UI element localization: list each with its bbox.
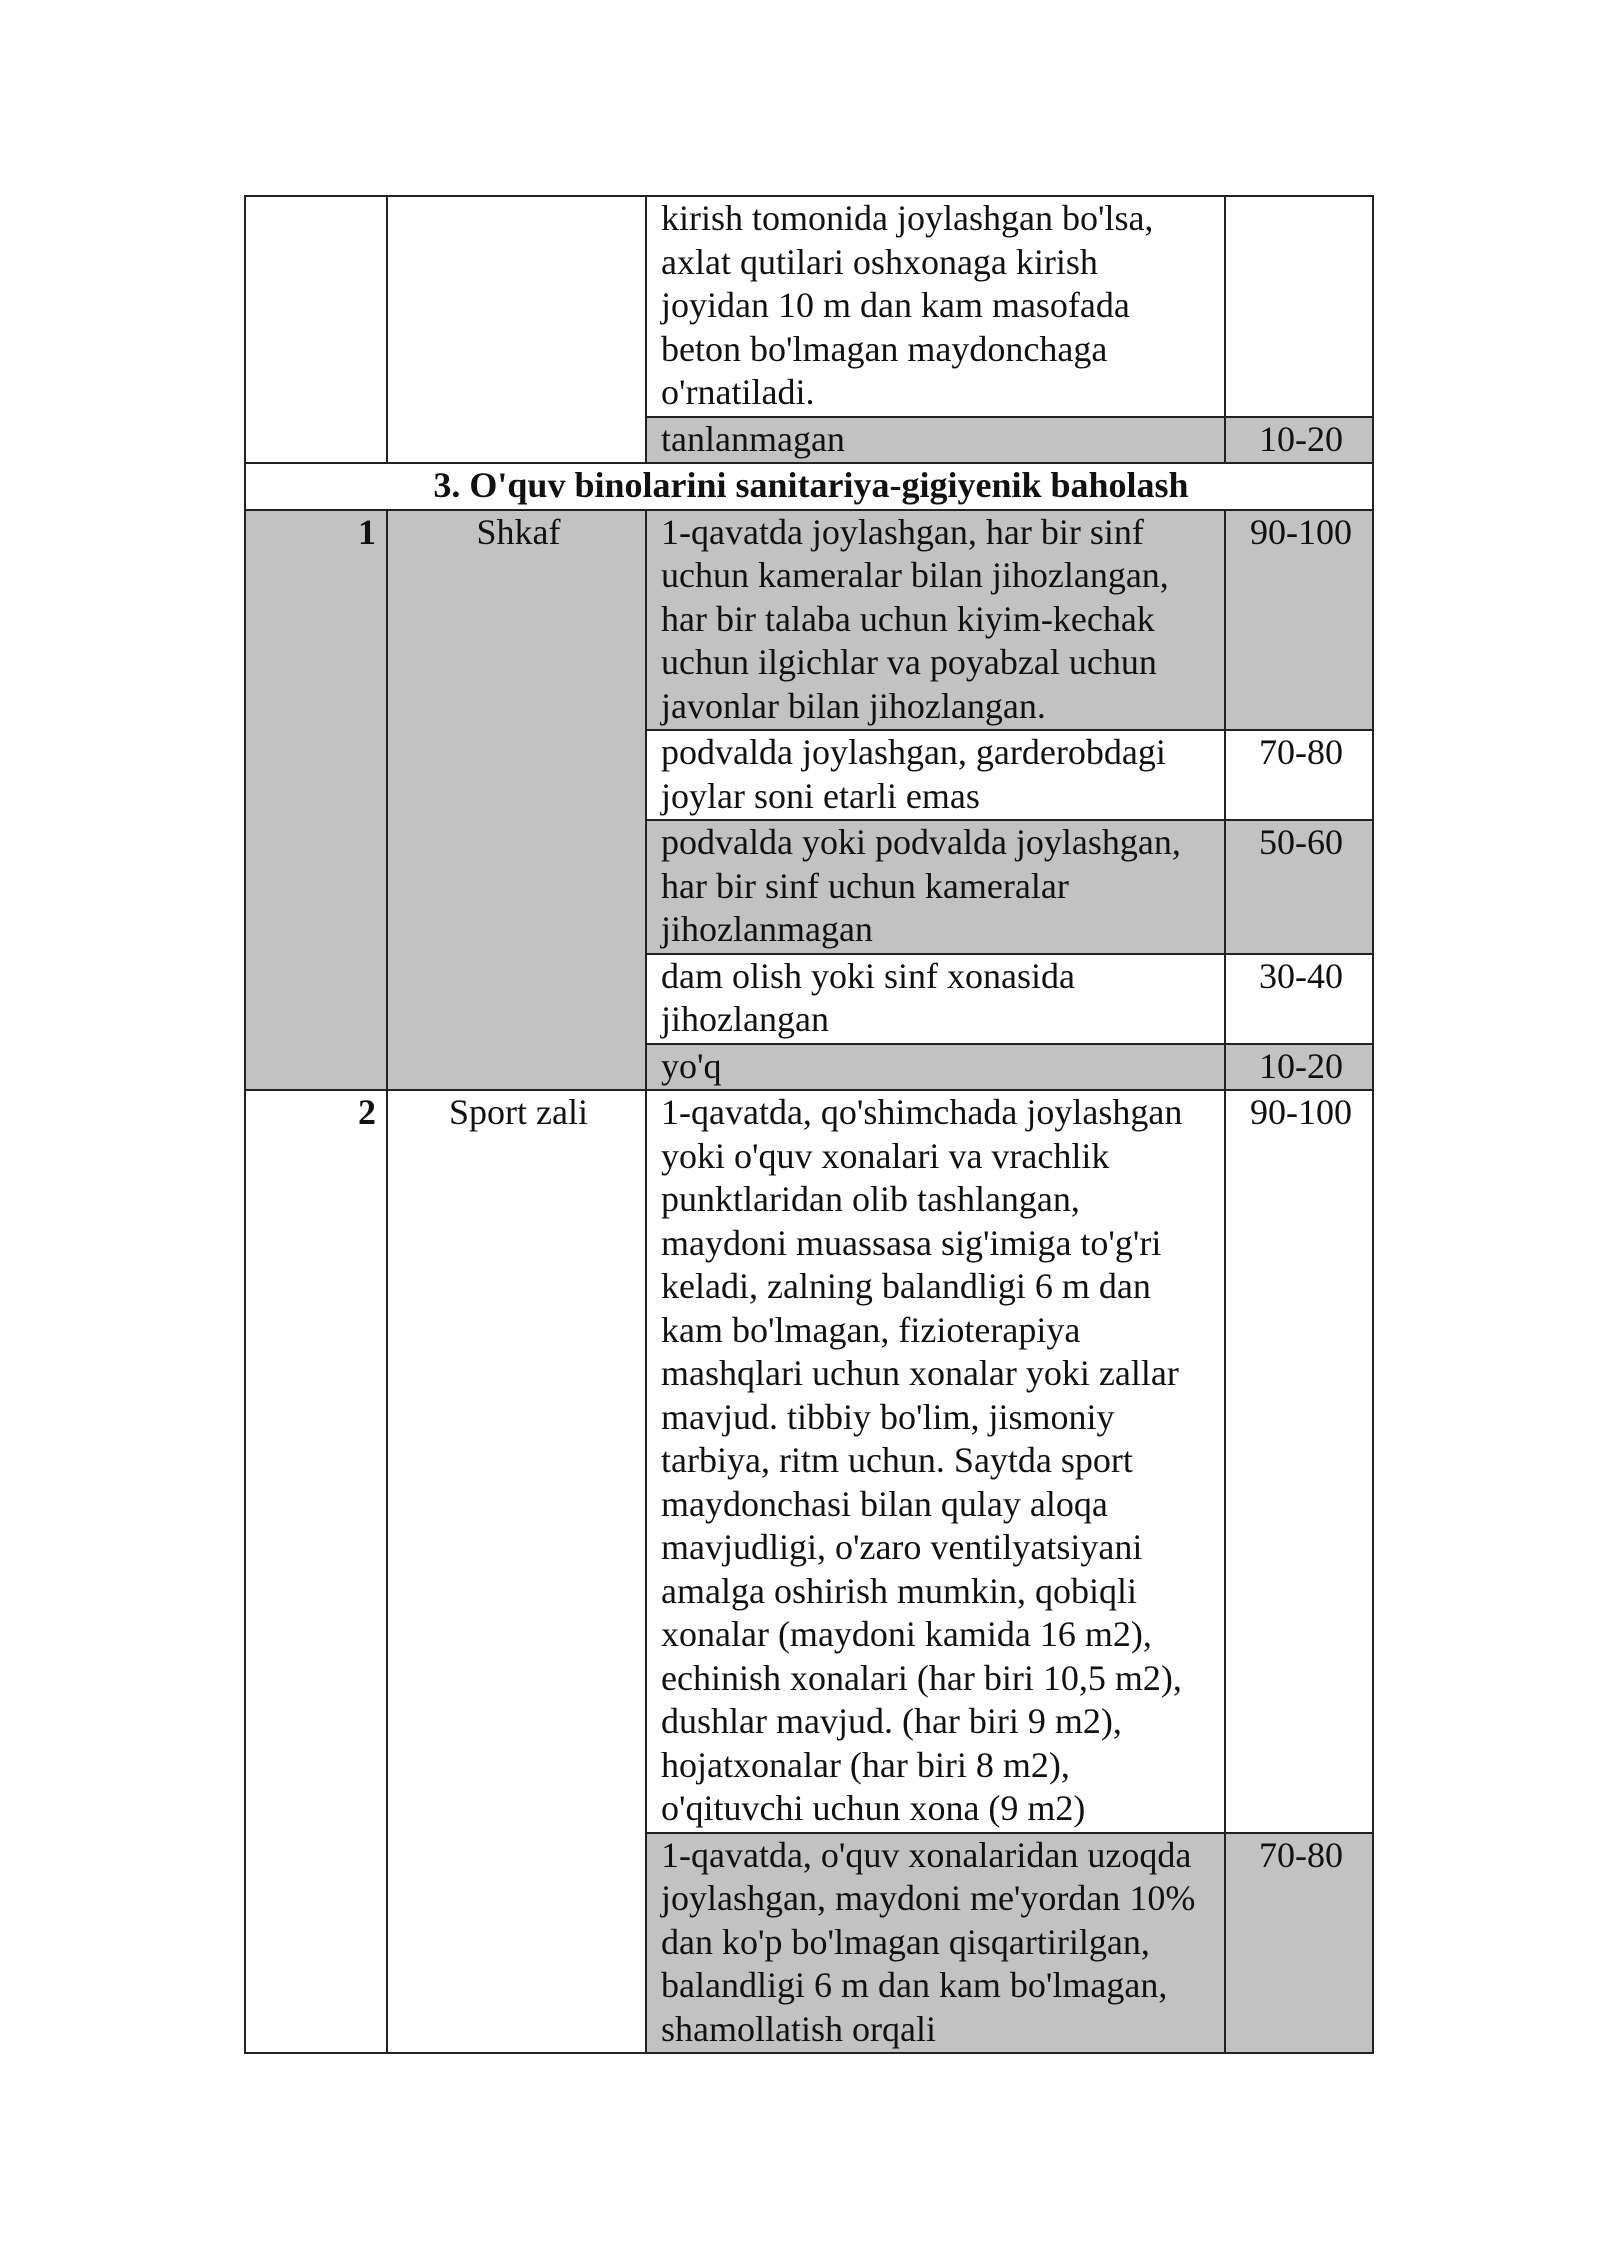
section-header-row <box>245 463 1373 510</box>
criterion-cell: dam olish yoki sinf xonasida jihozlangan <box>646 954 1225 1044</box>
item-name: Sport zali <box>387 1090 646 2053</box>
criterion-cell: tanlanmagan <box>646 417 1225 464</box>
score-cell <box>1225 196 1373 417</box>
number-cell-empty <box>245 196 387 463</box>
evaluation-table <box>244 195 1374 2054</box>
table-row <box>245 510 1373 731</box>
criterion-cell: podvalda yoki podvalda joylashgan, har bir sinf uchun kameralar jihozlanmagan <box>646 820 1225 954</box>
name-cell-empty <box>387 196 646 463</box>
criterion-cell: 1-qavatda, qo'shimchada joylashgan yoki o'quv xonalari va vrachlik punktlaridan olib tashlangan, maydoni muassasa sig'imiga to'g'ri keladi, zalning balandligi 6 m dan kam bo'lmagan, fizioterapiya mashqlari uchun xonalar yoki zallar mavjud. tibbiy bo'lim, jismoniy tarbiya, ritm uchun. Saytda sport maydonchasi bilan qulay aloqa mavjudligi, o'zaro ventilyatsiyani amalga oshirish mumkin, qobiqli xonalar (maydoni kamida 16 m2), echinish xonalari (har biri 10,5 m2), dushlar mavjud. (har biri 9 m2), hojatxonalar (har biri 8 m2), o'qituvchi uchun xona (9 m2) <box>646 1090 1225 1833</box>
section-title: 3. O'quv binolarini sanitariya-gigiyenik baholash <box>245 463 1373 510</box>
score-cell: 70-80 <box>1225 730 1373 820</box>
score-cell: 70-80 <box>1225 1833 1373 2054</box>
criterion-cell: kirish tomonida joylashgan bo'lsa, axlat qutilari oshxonaga kirish joyidan 10 m dan kam masofada beton bo'lmagan maydonchaga o'rnatiladi. <box>646 196 1225 417</box>
item-number: 1 <box>245 510 387 1091</box>
item-number: 2 <box>245 1090 387 2053</box>
criterion-cell: yo'q <box>646 1044 1225 1091</box>
criterion-cell: 1-qavatda, o'quv xonalaridan uzoqda joylashgan, maydoni me'yordan 10% dan ko'p bo'lmagan qisqartirilgan, balandligi 6 m dan kam bo'lmagan, shamollatish orqali <box>646 1833 1225 2054</box>
score-cell: 30-40 <box>1225 954 1373 1044</box>
item-name: Shkaf <box>387 510 646 1091</box>
score-cell: 10-20 <box>1225 417 1373 464</box>
criterion-cell: podvalda joylashgan, garderobdagi joylar soni etarli emas <box>646 730 1225 820</box>
score-cell: 90-100 <box>1225 1090 1373 1833</box>
criterion-cell: 1-qavatda joylashgan, har bir sinf uchun kameralar bilan jihozlangan, har bir talaba uchun kiyim-kechak uchun ilgichlar va poyabzal uchun javonlar bilan jihozlangan. <box>646 510 1225 731</box>
score-cell: 10-20 <box>1225 1044 1373 1091</box>
table-row <box>245 1090 1373 1833</box>
score-cell: 50-60 <box>1225 820 1373 954</box>
score-cell: 90-100 <box>1225 510 1373 731</box>
table-row <box>245 196 1373 417</box>
